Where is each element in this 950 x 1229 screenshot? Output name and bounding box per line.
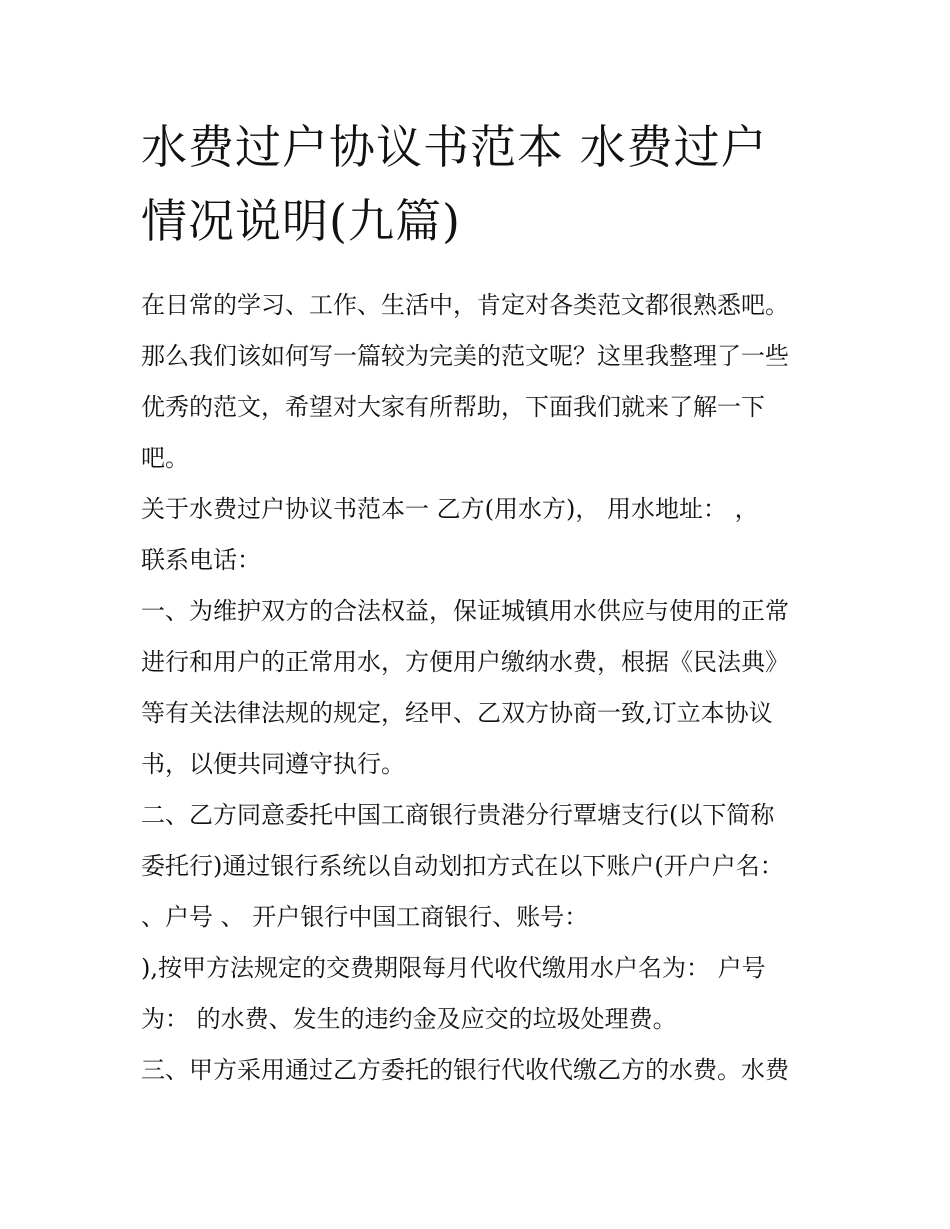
text-line: 等有关法律法规的规定，经甲、乙双方协商一致,订立本协议 <box>141 699 773 727</box>
text-line: 在日常的学习、工作、生活中，肯定对各类范文都很熟悉吧。 <box>141 291 789 319</box>
text-line: 吧。 <box>141 444 189 472</box>
document-text <box>141 280 821 1096</box>
text-line: 、户号 、 开户银行中国工商银行、账号： <box>141 903 589 931</box>
text-line: ),按甲方法规定的交费期限每月代收代缴用水户名为： 户号 <box>141 954 766 982</box>
text-line: 那么我们该如何写一篇较为完美的范文呢？这里我整理了一些 <box>141 342 789 370</box>
document-title <box>141 110 821 258</box>
document-body <box>141 110 821 1096</box>
text-line: 一、为维护双方的合法权益，保证城镇用水供应与使用的正常 <box>141 597 789 625</box>
text-line: 关于水费过户协议书范本一 乙方(用水方)， 用水地址： ， <box>141 495 759 523</box>
text-line: 书，以便共同遵守执行。 <box>141 750 405 778</box>
title-line-2: 情况说明(九篇) <box>141 194 461 248</box>
text-line: 进行和用户的正常用水，方便用户缴纳水费，根据《民法典》 <box>141 648 789 676</box>
text-line: 委托行)通过银行系统以自动划扣方式在以下账户(开户户名： <box>141 852 784 880</box>
text-line: 联系电话： <box>141 546 261 574</box>
title-line-1: 水费过户协议书范本 水费过户 <box>141 120 768 174</box>
text-line: 为： 的水费、发生的违约金及应交的垃圾处理费。 <box>141 1005 677 1033</box>
text-line: 三、甲方采用通过乙方委托的银行代收代缴乙方的水费。水费 <box>141 1056 789 1084</box>
text-line: 二、乙方同意委托中国工商银行贵港分行覃塘支行(以下简称 <box>141 801 775 829</box>
text-line: 优秀的范文，希望对大家有所帮助，下面我们就来了解一下 <box>141 393 765 421</box>
